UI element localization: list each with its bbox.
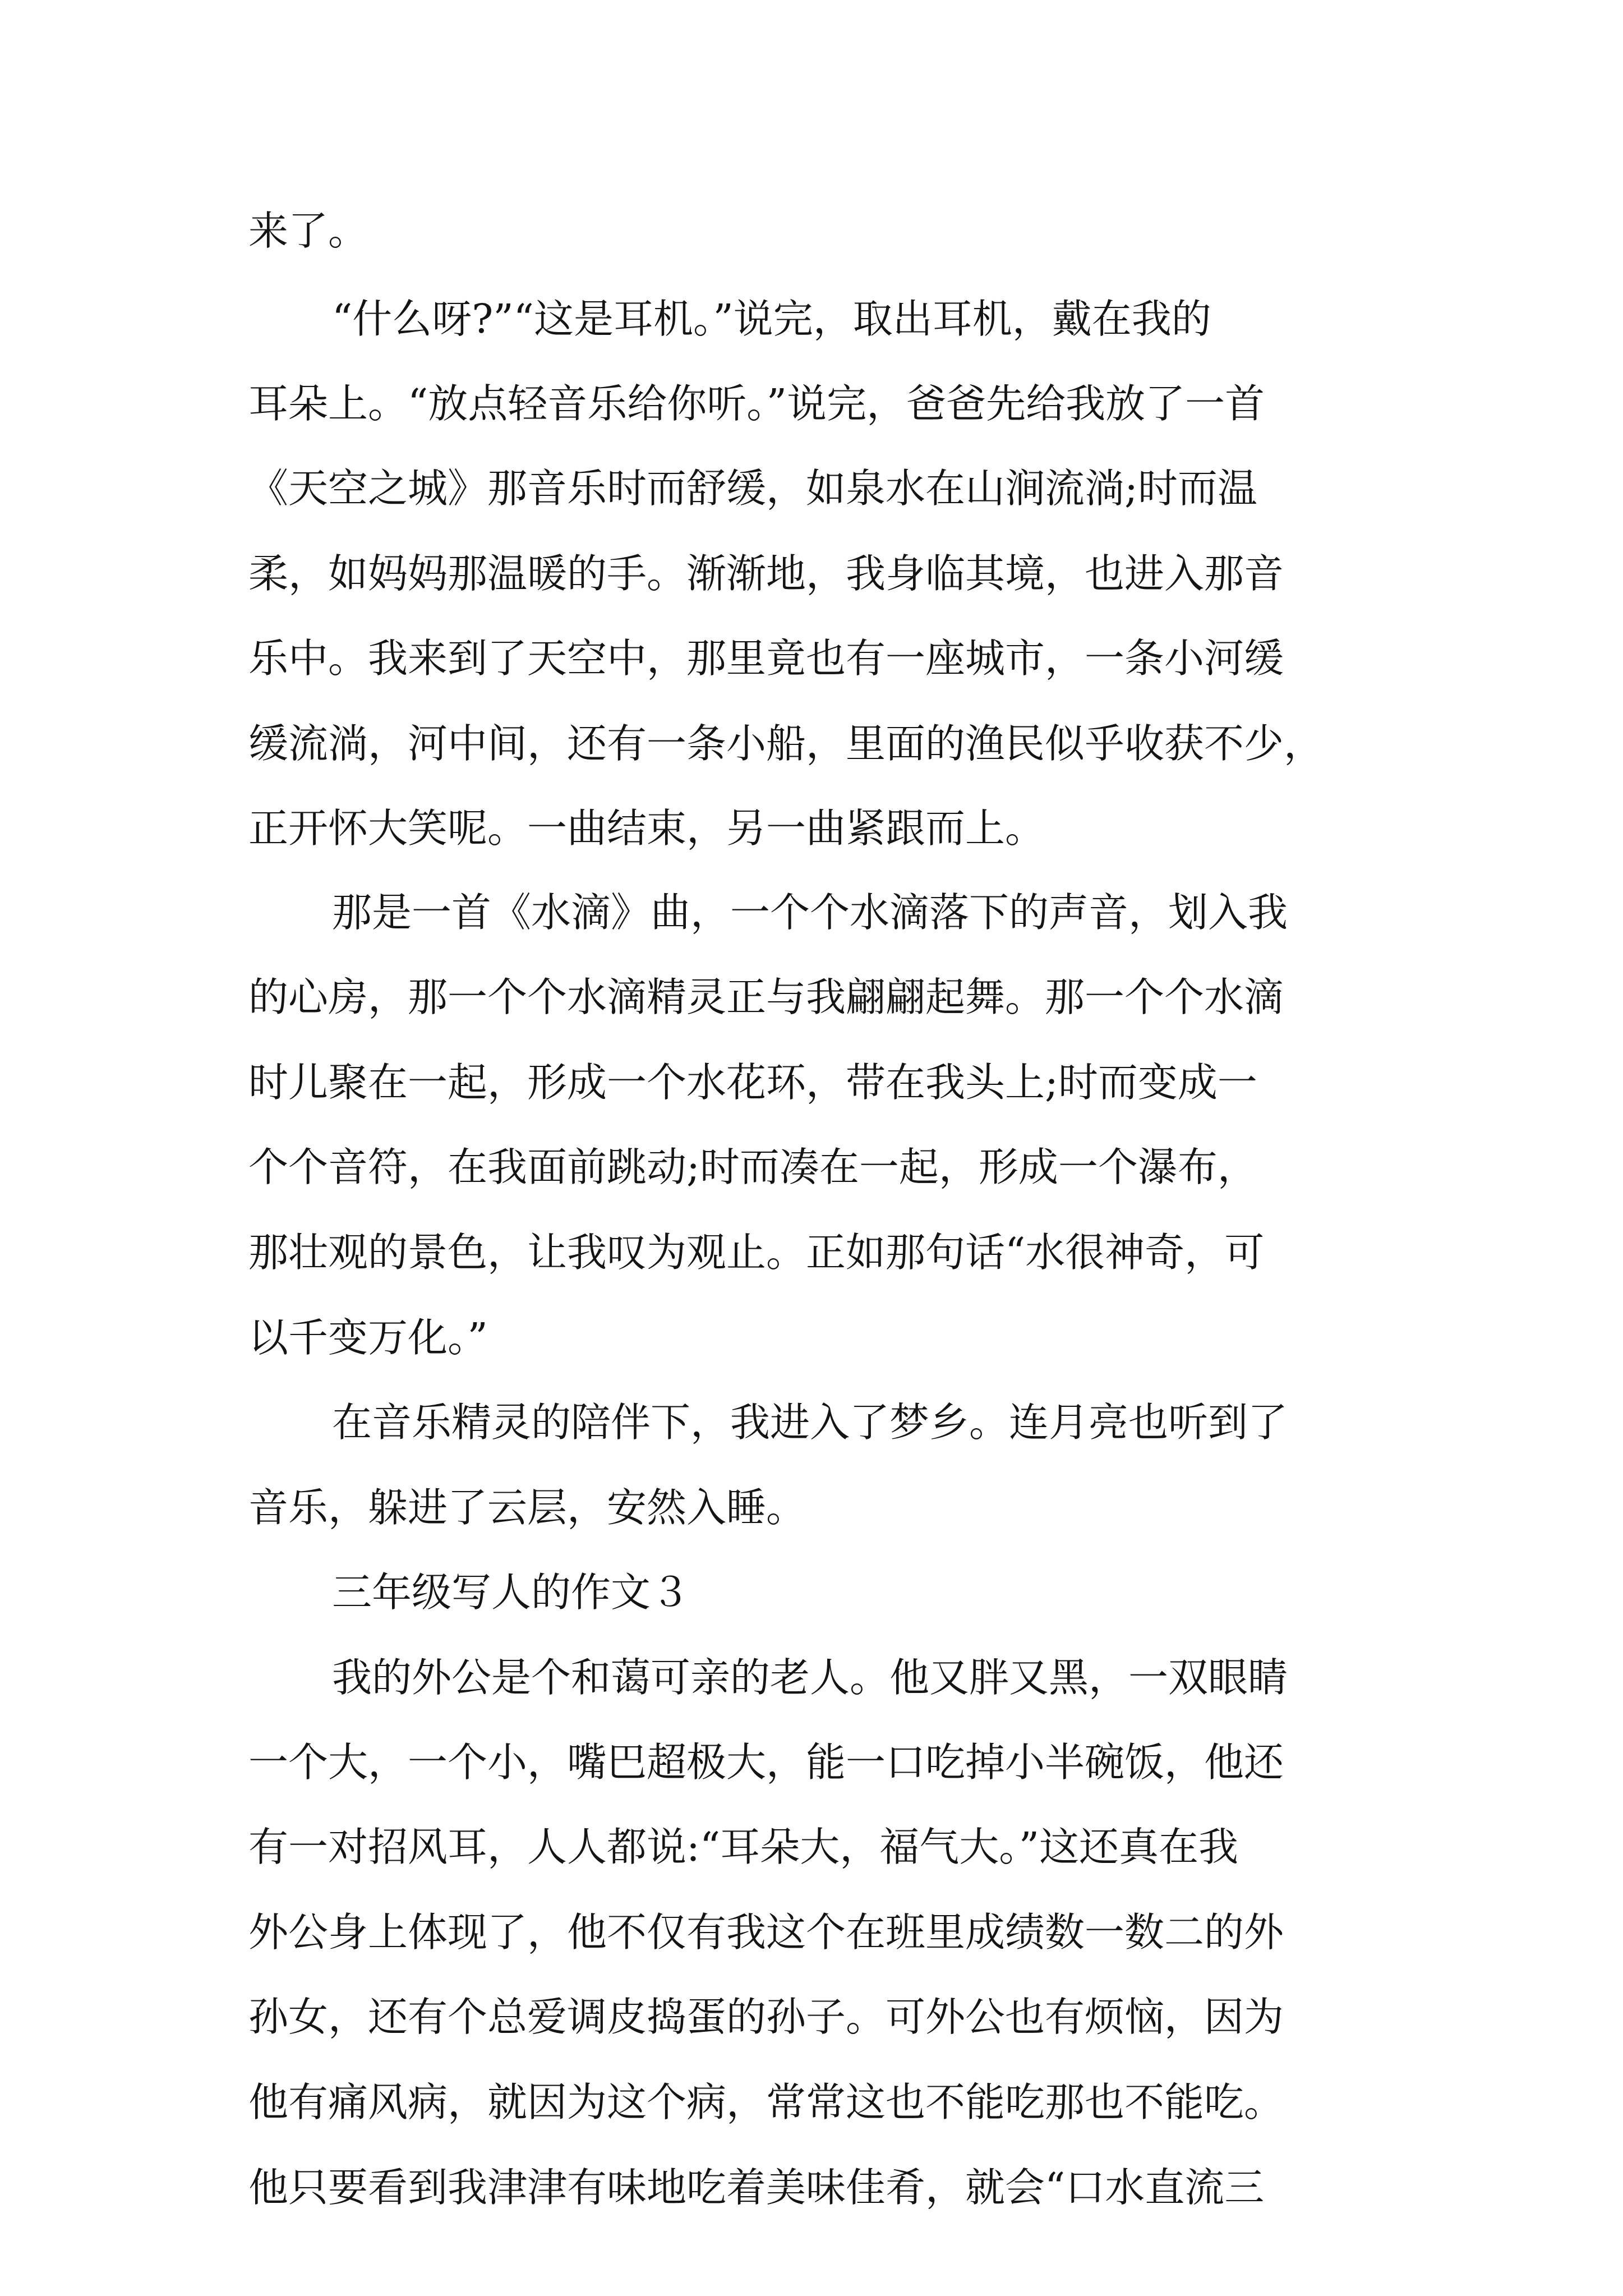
text-line: 耳朵上。“放点轻音乐给你听。”说完，爸爸先给我放了一首 xyxy=(248,380,1265,427)
text-line: 音乐，躲进了云层，安然入睡。 xyxy=(248,1484,806,1531)
text-line: 一个大，一个小，嘴巴超极大，能一口吃掉小半碗饭，他还 xyxy=(248,1739,1284,1786)
section-heading: 三年级写人的作文３ xyxy=(332,1569,691,1616)
text-line: 以千变万化。” xyxy=(248,1314,488,1361)
text-line: 个个音符，在我面前跳动;时而凑在一起，形成一个瀑布， xyxy=(248,1144,1257,1190)
text-line: 外公身上体现了，他不仅有我这个在班里成绩数一数二的外 xyxy=(248,1909,1284,1955)
text-line: 我的外公是个和蔼可亲的老人。他又胖又黑，一双眼睛 xyxy=(332,1654,1288,1701)
text-line: 有一对招风耳，人人都说:“耳朵大，福气大。”这还真在我 xyxy=(248,1824,1239,1870)
text-line: 时儿聚在一起，形成一个水花环，带在我头上;时而变成一 xyxy=(248,1059,1257,1106)
text-line: 他只要看到我津津有味地吃着美味佳肴，就会“口水直流三 xyxy=(248,2164,1265,2211)
text-line: 乐中。我来到了天空中，那里竟也有一座城市，一条小河缓 xyxy=(248,635,1284,682)
text-line: 正开怀大笑呢。一曲结束，另一曲紧跟而上。 xyxy=(248,805,1045,852)
text-line: 来了。 xyxy=(248,208,368,254)
text-line: 《天空之城》那音乐时而舒缓，如泉水在山涧流淌;时而温 xyxy=(248,465,1257,512)
text-line: 缓流淌，河中间，还有一条小船，里面的渔民似乎收获不少， xyxy=(248,720,1324,767)
text-line: 那壮观的景色，让我叹为观止。正如那句话“水很神奇，可 xyxy=(248,1229,1265,1276)
text-line: 他有痛风病，就因为这个病，常常这也不能吃那也不能吃。 xyxy=(248,2079,1284,2125)
text-line: 柔，如妈妈那温暖的手。渐渐地，我身临其境，也进入那音 xyxy=(248,550,1284,597)
text-line: 那是一首《水滴》曲，一个个水滴落下的声音，划入我 xyxy=(332,889,1288,936)
text-line: 在音乐精灵的陪伴下，我进入了梦乡。连月亮也听到了 xyxy=(332,1399,1288,1446)
text-line: “什么呀?”“这是耳机。”说完，取出耳机，戴在我的 xyxy=(332,296,1211,342)
text-line: 孙女，还有个总爱调皮捣蛋的孙子。可外公也有烦恼，因为 xyxy=(248,1994,1284,2040)
text-line: 的心房，那一个个水滴精灵正与我翩翩起舞。那一个个水滴 xyxy=(248,974,1284,1020)
